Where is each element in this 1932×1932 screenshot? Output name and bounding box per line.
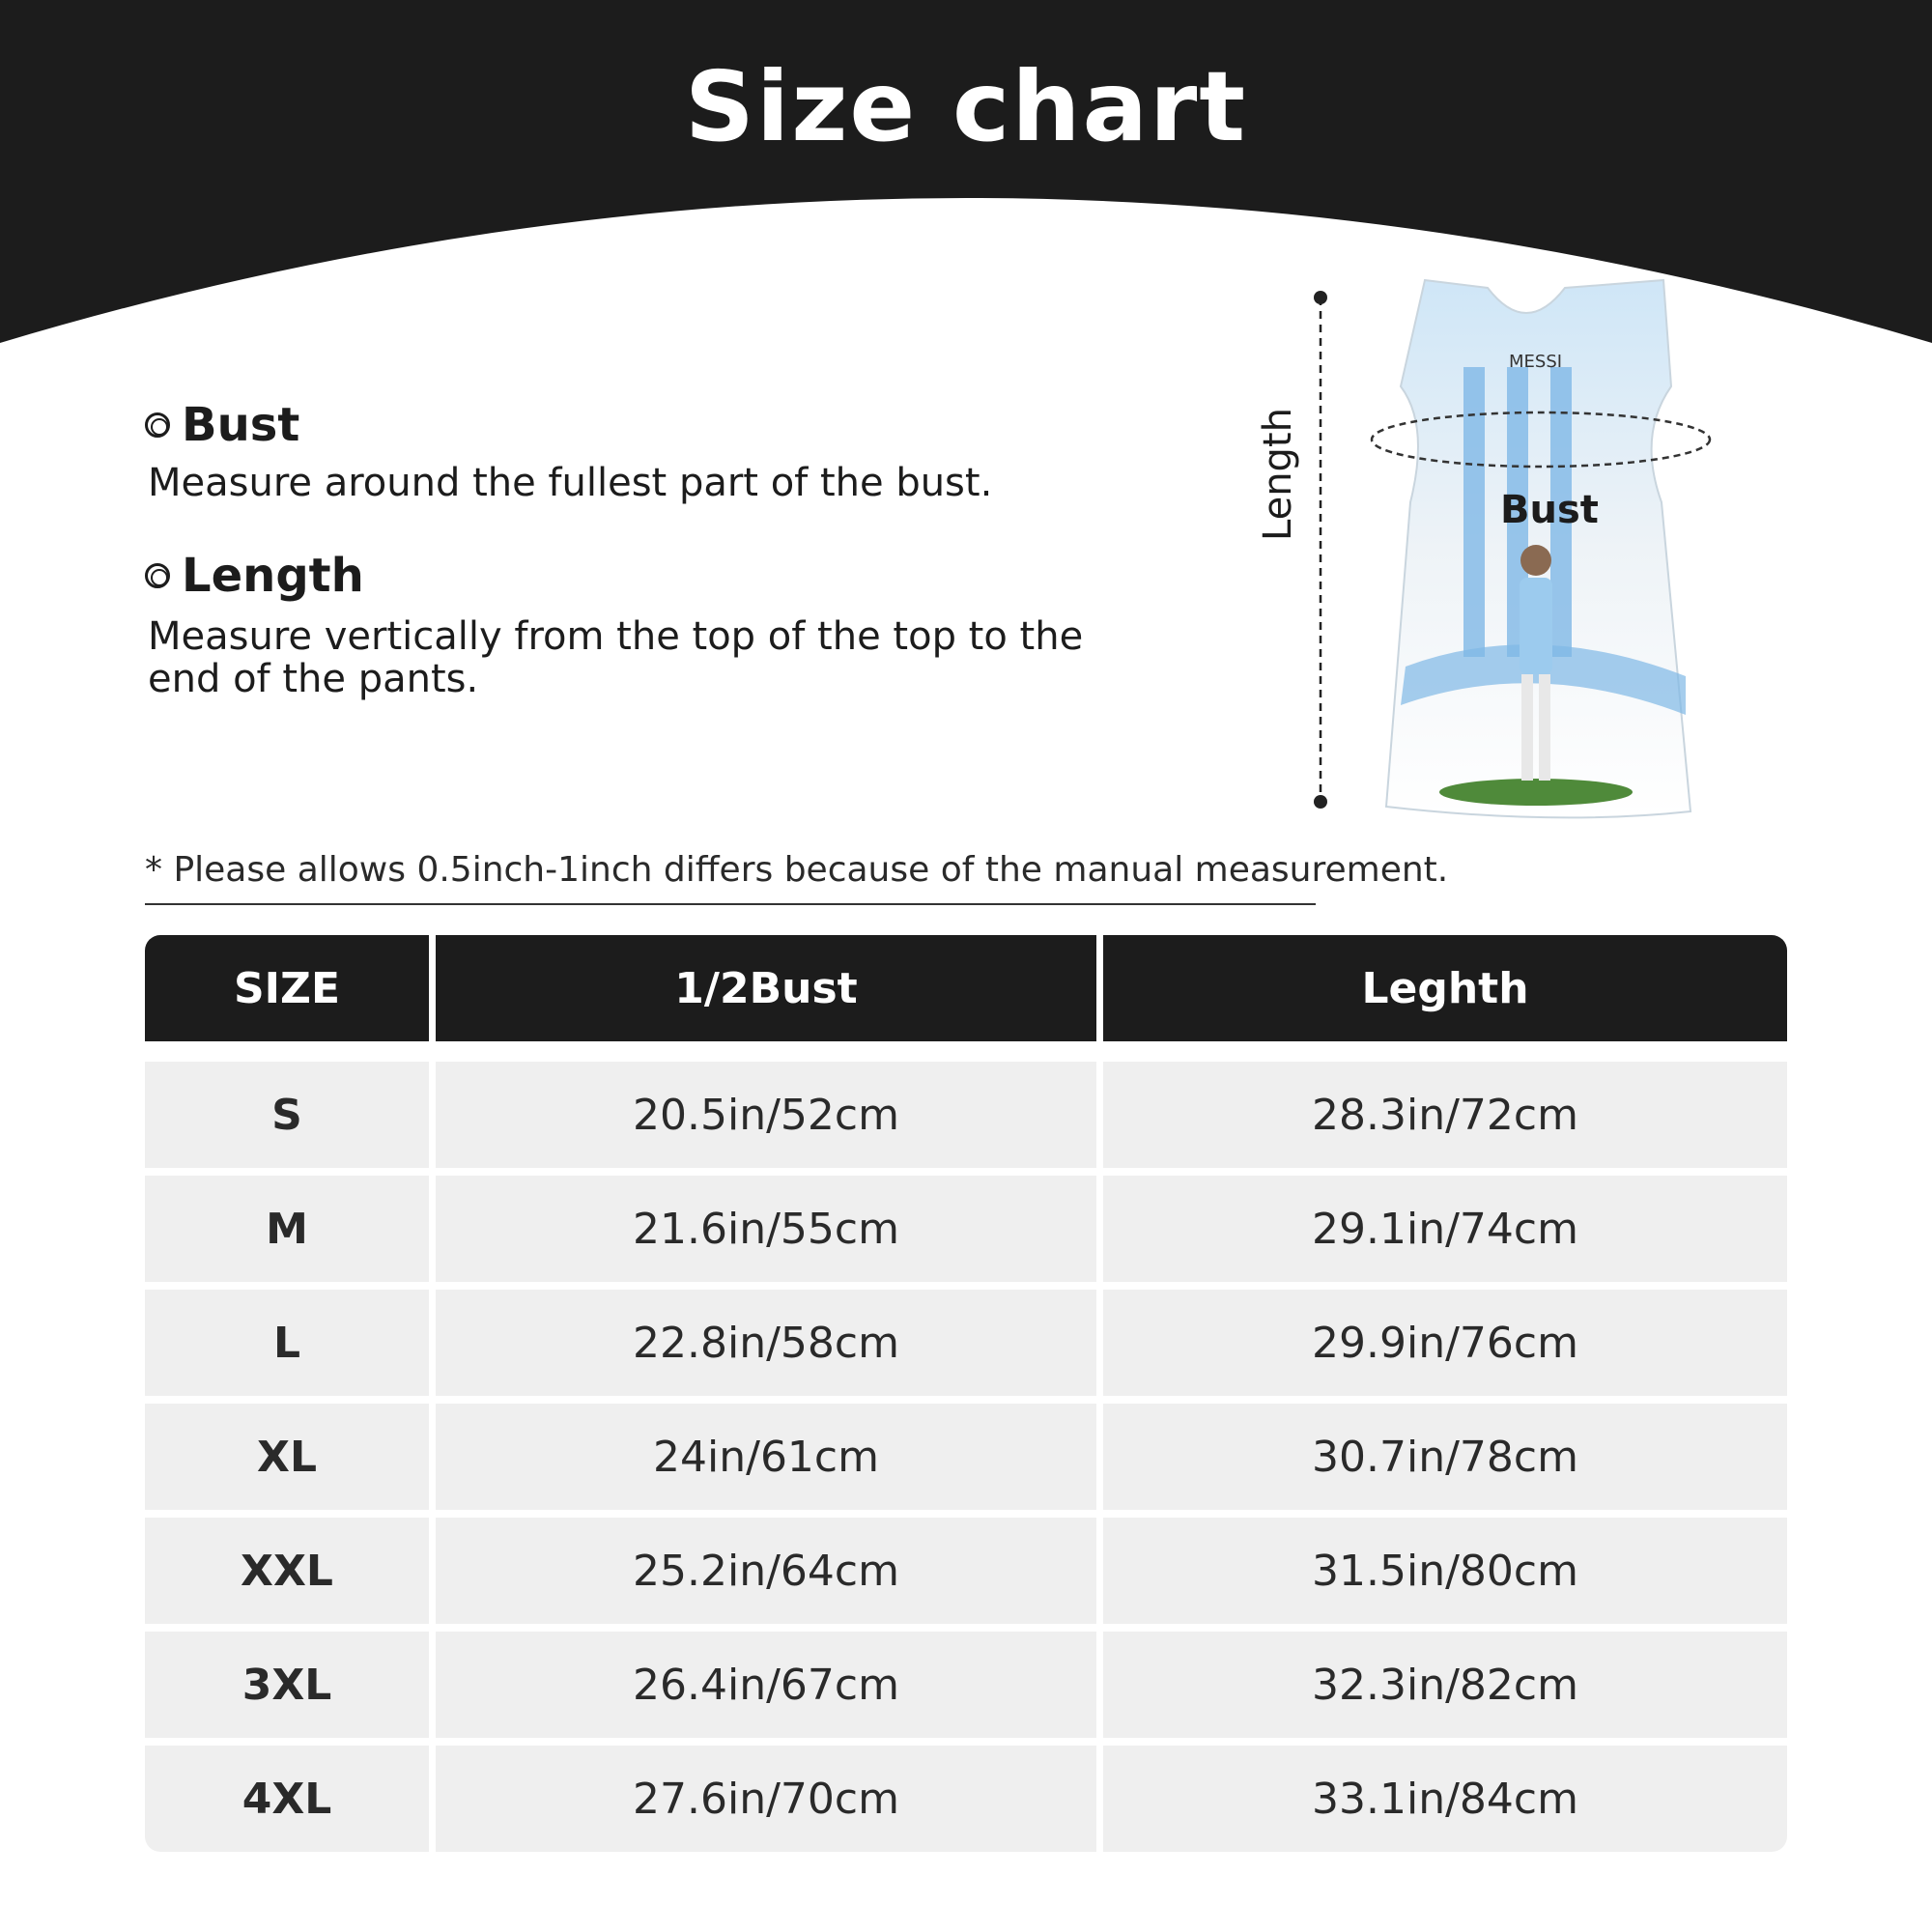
length-cell: 33.1in/84cm (1103, 1746, 1787, 1852)
bust-description: Measure around the fullest part of the bust. (148, 461, 993, 505)
measurement-note: * Please allows 0.5inch-1inch differs because of the manual measurement. (145, 850, 1449, 890)
bust-heading-text: Bust (182, 398, 300, 452)
length-heading-text: Length (182, 549, 364, 603)
size-cell: 3XL (145, 1632, 429, 1738)
length-cell: 29.9in/76cm (1103, 1290, 1787, 1396)
length-cell: 30.7in/78cm (1103, 1404, 1787, 1510)
length-cell: 29.1in/74cm (1103, 1176, 1787, 1282)
tank-top-illustration (1246, 270, 1748, 840)
size-cell: S (145, 1062, 429, 1168)
length-cell: 32.3in/82cm (1103, 1632, 1787, 1738)
header-size: SIZE (145, 935, 429, 1041)
note-underline (145, 903, 1316, 905)
size-cell: M (145, 1176, 429, 1282)
length-description: Measure vertically from the top of the top to the end of the pants. (148, 614, 1084, 701)
header-length: Leghth (1103, 935, 1787, 1041)
size-cell: L (145, 1290, 429, 1396)
circle-bullet-icon (145, 563, 170, 588)
bust-cell: 24in/61cm (436, 1404, 1096, 1510)
bust-cell: 25.2in/64cm (436, 1518, 1096, 1624)
length-cell: 28.3in/72cm (1103, 1062, 1787, 1168)
bust-cell: 26.4in/67cm (436, 1632, 1096, 1738)
bust-measure-label: Bust (1500, 488, 1599, 532)
length-measure-label: Length (1256, 408, 1300, 541)
circle-bullet-icon (145, 412, 170, 438)
page-title: Size chart (684, 50, 1248, 163)
bust-cell: 22.8in/58cm (436, 1290, 1096, 1396)
length-cell: 31.5in/80cm (1103, 1518, 1787, 1624)
bust-cell: 21.6in/55cm (436, 1176, 1096, 1282)
bust-cell: 20.5in/52cm (436, 1062, 1096, 1168)
jersey-print-text: MESSI (1509, 352, 1563, 372)
bust-cell: 27.6in/70cm (436, 1746, 1096, 1852)
bust-heading (145, 398, 299, 452)
size-cell: 4XL (145, 1746, 429, 1852)
header-half-bust: 1/2Bust (436, 935, 1096, 1041)
size-cell: XXL (145, 1518, 429, 1624)
size-cell: XL (145, 1404, 429, 1510)
length-heading (145, 549, 364, 603)
